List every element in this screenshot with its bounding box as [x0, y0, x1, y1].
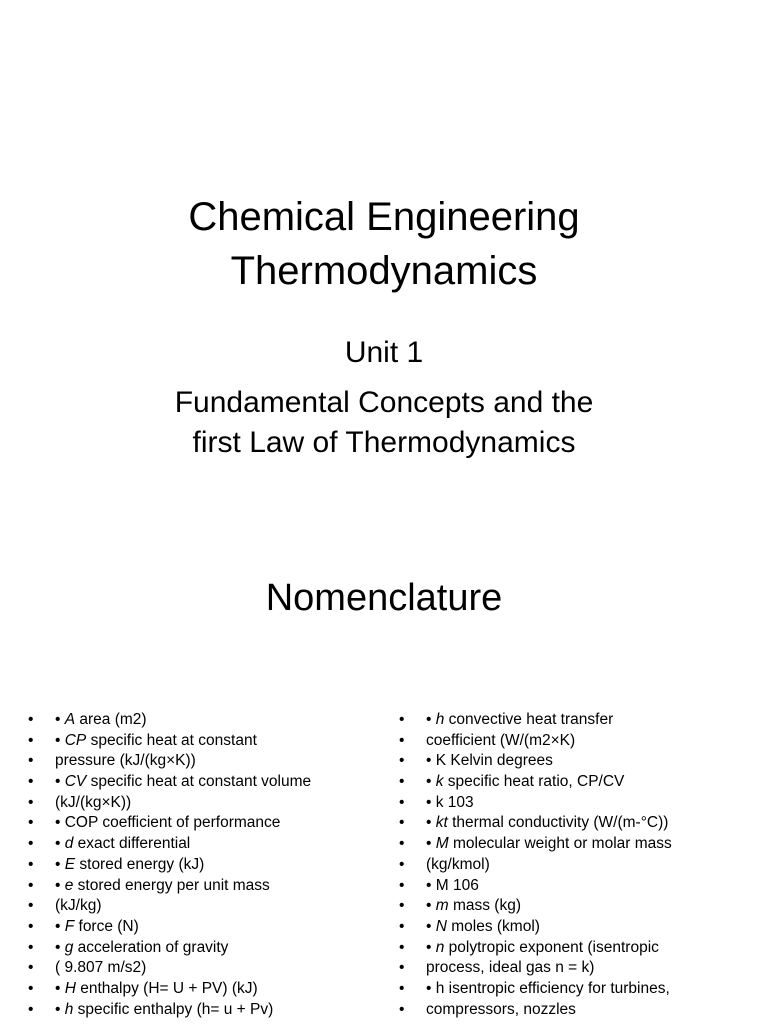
bullet-icon: • [28, 897, 34, 915]
inline-bullet: • [426, 814, 436, 832]
definition: coefficient (W/(m2×K) [426, 731, 576, 749]
bullet-icon: • [28, 793, 34, 811]
symbol: F [64, 917, 75, 935]
bullet-icon: • [399, 897, 405, 915]
nomenclature-list-left [28, 710, 388, 1020]
symbol: h [435, 711, 445, 728]
definition: pressure (kJ/(kg×K)) [55, 752, 196, 770]
definition: COP coefficient of performance [64, 814, 281, 832]
nomenclature-item [28, 938, 388, 959]
inline-bullet: • [426, 773, 436, 791]
inline-bullet: • [426, 793, 436, 811]
bullet-icon: • [28, 876, 34, 894]
inline-bullet: • [55, 855, 65, 873]
symbol: kt [435, 814, 448, 832]
bullet-icon: • [28, 1000, 34, 1018]
bullet-icon: • [399, 979, 405, 997]
bullet-icon: • [399, 752, 405, 770]
bullet-icon: • [399, 835, 405, 853]
nomenclature-item [28, 855, 388, 876]
symbol: A [64, 711, 76, 728]
bullet-icon: • [399, 855, 405, 873]
symbol: E [64, 855, 76, 873]
bullet-icon: • [28, 835, 34, 853]
bullet-icon: • [399, 814, 405, 832]
symbol: n [435, 938, 445, 956]
inline-bullet: • [426, 917, 436, 935]
nomenclature-item [399, 813, 768, 834]
nomenclature-item [399, 710, 768, 731]
bullet-icon: • [28, 752, 34, 770]
inline-bullet: • [426, 979, 436, 997]
bullet-icon: • [28, 814, 34, 832]
nomenclature-list-right [399, 710, 768, 1020]
definition: specific heat at constant volume [86, 773, 312, 791]
symbol: N [435, 917, 447, 935]
inline-bullet: • [55, 835, 65, 853]
definition: h isentropic efficiency for turbines, [435, 979, 670, 997]
symbol: d [64, 835, 74, 853]
nomenclature-item [399, 793, 768, 814]
definition: mass (kg) [448, 897, 521, 915]
symbol: k [435, 773, 444, 791]
bullet-icon: • [399, 917, 405, 935]
definition: (kJ/kg) [55, 897, 102, 915]
nomenclature-title: Nomenclature [265, 577, 503, 619]
nomenclature-item [399, 958, 768, 979]
definition: convective heat transfer [444, 711, 614, 728]
slide-subtitle [0, 383, 768, 463]
slide-subtitle-line-2: first Law of Thermodynamics [192, 426, 576, 459]
nomenclature-item [28, 979, 388, 1000]
inline-bullet: • [55, 938, 65, 956]
nomenclature-item [399, 876, 768, 897]
slide-title-line-2: Thermodynamics [230, 249, 538, 293]
symbol: CV [64, 773, 87, 791]
symbol: h [64, 1000, 74, 1018]
nomenclature-item [399, 855, 768, 876]
definition: M 106 [435, 876, 479, 894]
inline-bullet: • [55, 1000, 65, 1018]
slide-title [0, 190, 768, 298]
definition: moles (kmol) [446, 917, 540, 935]
inline-bullet: • [55, 711, 65, 728]
slide-title-line-1: Chemical Engineering [188, 195, 580, 239]
definition: (kg/kmol) [426, 855, 490, 873]
nomenclature-item [28, 1000, 388, 1021]
inline-bullet: • [55, 731, 65, 749]
definition: thermal conductivity (W/(m-°C)) [447, 814, 669, 832]
bullet-icon: • [399, 793, 405, 811]
definition: polytropic exponent (isentropic [444, 938, 659, 956]
definition: specific enthalpy (h= u + Pv) [73, 1000, 274, 1018]
definition: process, ideal gas n = k) [426, 959, 595, 977]
bullet-icon: • [399, 876, 405, 894]
nomenclature-item [28, 772, 388, 793]
bullet-icon: • [28, 731, 34, 749]
nomenclature-item [399, 979, 768, 1000]
nomenclature-item [399, 772, 768, 793]
definition: acceleration of gravity [73, 938, 229, 956]
definition: molecular weight or molar mass [448, 835, 672, 853]
nomenclature-item [399, 917, 768, 938]
definition: stored energy per unit mass [73, 876, 270, 894]
nomenclature-item [399, 938, 768, 959]
definition: compressors, nozzles [426, 1000, 576, 1018]
nomenclature-item [399, 731, 768, 752]
bullet-icon: • [399, 731, 405, 749]
nomenclature-item [28, 731, 388, 752]
bullet-icon: • [399, 1000, 405, 1018]
symbol: M [435, 835, 449, 853]
bullet-icon: • [28, 979, 34, 997]
nomenclature-item [28, 958, 388, 979]
nomenclature-item [399, 896, 768, 917]
definition: specific heat ratio, CP/CV [443, 773, 625, 791]
inline-bullet: • [426, 938, 436, 956]
symbol: CP [64, 731, 87, 749]
nomenclature-slide [0, 520, 768, 1024]
inline-bullet: • [55, 773, 65, 791]
definition: (kJ/(kg×K)) [55, 793, 132, 811]
inline-bullet: • [426, 752, 436, 770]
symbol: g [64, 938, 74, 956]
inline-bullet: • [426, 876, 436, 894]
bullet-icon: • [399, 959, 405, 977]
definition: stored energy (kJ) [75, 855, 205, 873]
bullet-icon: • [399, 773, 405, 791]
nomenclature-item [28, 876, 388, 897]
definition: k 103 [435, 793, 474, 811]
nomenclature-item [28, 751, 388, 772]
bullet-icon: • [28, 917, 34, 935]
inline-bullet: • [426, 835, 436, 853]
inline-bullet: • [426, 897, 436, 915]
definition: force (N) [74, 917, 139, 935]
bullet-icon: • [28, 711, 34, 728]
nomenclature-item [28, 834, 388, 855]
symbol: m [435, 897, 449, 915]
bullet-icon: • [399, 711, 405, 728]
definition: ( 9.807 m/s2) [55, 959, 147, 977]
nomenclature-item [28, 793, 388, 814]
symbol: H [64, 979, 76, 997]
inline-bullet: • [55, 979, 65, 997]
definition: exact differential [73, 835, 191, 853]
symbol: e [64, 876, 74, 894]
inline-bullet: • [55, 876, 65, 894]
unit-label: Unit 1 [344, 336, 424, 369]
definition: specific heat at constant [86, 731, 257, 749]
definition: K Kelvin degrees [435, 752, 553, 770]
slide-subtitle-line-1: Fundamental Concepts and the [174, 386, 594, 419]
bullet-icon: • [28, 855, 34, 873]
bullet-icon: • [399, 938, 405, 956]
nomenclature-item [399, 834, 768, 855]
nomenclature-item [28, 917, 388, 938]
nomenclature-item [28, 896, 388, 917]
bullet-icon: • [28, 773, 34, 791]
bullet-icon: • [28, 959, 34, 977]
inline-bullet: • [55, 814, 65, 832]
nomenclature-item [28, 813, 388, 834]
definition: area (m2) [75, 711, 147, 728]
nomenclature-item [399, 1000, 768, 1021]
nomenclature-item [399, 751, 768, 772]
inline-bullet: • [426, 711, 436, 728]
nomenclature-item [28, 710, 388, 731]
bullet-icon: • [28, 938, 34, 956]
definition: enthalpy (H= U + PV) (kJ) [75, 979, 258, 997]
inline-bullet: • [55, 917, 65, 935]
